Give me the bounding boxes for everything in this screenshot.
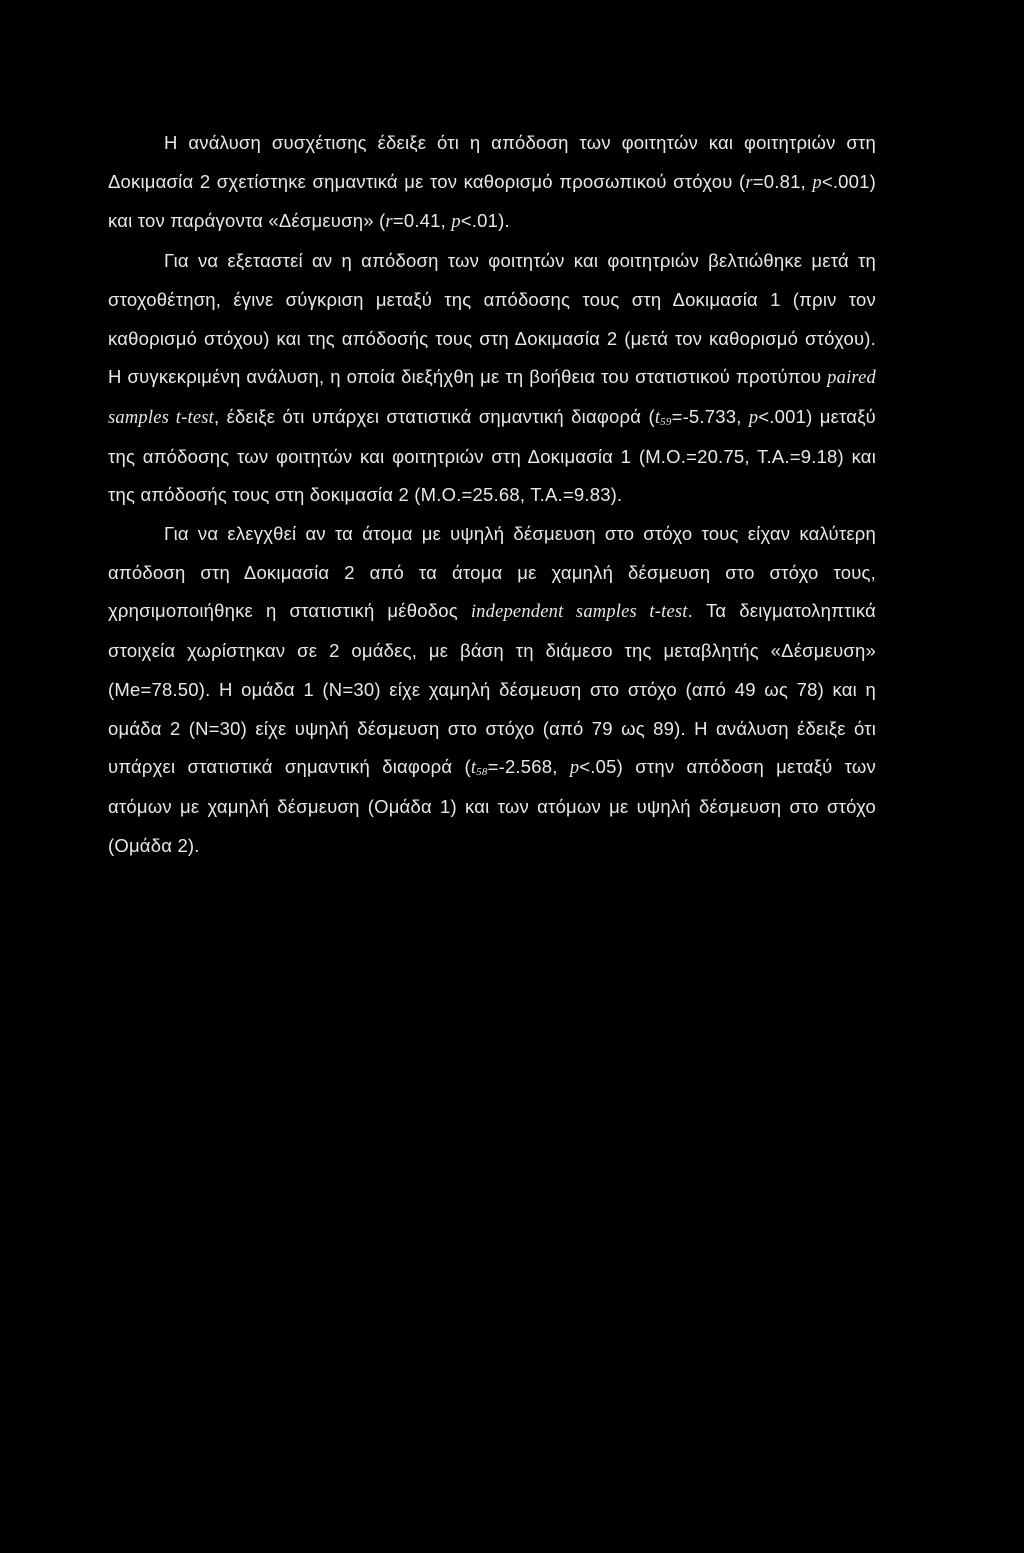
stat-p: p xyxy=(812,172,822,193)
method-name: paired samples t-test xyxy=(108,368,876,428)
stat-t: t xyxy=(470,758,477,779)
stat-r: r xyxy=(385,212,393,233)
stat-p: p xyxy=(451,212,461,233)
paragraph-independent-test xyxy=(108,515,876,865)
text: Για να ελεγχθεί αν τα άτομα με υψηλή δέσμευση στο στόχο τους είχαν καλύτερη απόδοση στη Δοκιμασία 2 από τα άτομα με χαμηλή δέσμευση στο στόχο τους, χρησιμοποιήθηκε η στατιστική μέθοδος xyxy=(108,523,876,622)
method-name: independent samples t-test xyxy=(470,602,688,623)
paragraph-correlation xyxy=(108,124,876,242)
text: =0.81, xyxy=(752,170,813,192)
text: <.001) και τον παράγοντα «Δέσμευση» ( xyxy=(108,170,876,232)
text: Για να εξεταστεί αν η απόδοση των φοιτητών και φοιτητριών βελτιώθηκε μετά τη στοχοθέτηση, έγινε σύγκριση μεταξύ της απόδοσης τους στη Δοκιμασία 1 (πριν τον καθορισμό στόχου) και της απόδοσής τους στη Δοκιμασία 2 (μετά τον καθορισμό στόχου). Η συγκεκριμένη ανάλυση, η οποία διεξήχθη με τη βοήθεια του στατιστικού προτύπου xyxy=(108,250,876,388)
text: <.001) μεταξύ της απόδοσης των φοιτητών και φοιτητριών στη Δοκιμασία 1 (Μ.Ο.=20.75, Τ.Α.=9.18) και της απόδοσής τους στη δοκιμασία 2 (Μ.Ο.=25.68, Τ.Α.=9.83). xyxy=(108,405,876,506)
stat-df: 59 xyxy=(660,415,672,428)
stat-r: r xyxy=(745,172,753,193)
text: . Τα δειγματοληπτικά στοιχεία χωρίστηκαν σε 2 ομάδες, με βάση τη διάμεσο της μεταβλητής «Δέσμευση» (Me=78.50). Η ομάδα 1 (N=30) είχε χαμηλή δέσμευση στο στόχο (από 49 ως 78) και η ομάδα 2 (N=30) είχε υψηλή δέσμευση στο στόχο (από 79 ως 89). Η ανάλυση έδειξε ότι υπάρχει στατιστικά σημαντική διαφορά ( xyxy=(108,600,876,778)
text: Η ανάλυση συσχέτισης έδειξε ότι η απόδοση των φοιτητών και φοιτητριών στη Δοκιμασία 2 σχετίστηκε σημαντικά με τον καθορισμό προσωπικού στόχου ( xyxy=(108,132,876,192)
text: =-5.733, xyxy=(671,405,749,427)
document-page xyxy=(108,124,876,865)
stat-df: 58 xyxy=(476,766,488,779)
stat-p: p xyxy=(748,407,759,428)
stat-t: t xyxy=(654,407,661,428)
text: =-2.568, xyxy=(487,756,570,778)
text: =0.41, xyxy=(392,210,452,232)
text: , έδειξε ότι υπάρχει στατιστικά σημαντική διαφορά ( xyxy=(213,405,655,427)
paragraph-paired-test xyxy=(108,242,876,515)
text: <.05) στην απόδοση μεταξύ των ατόμων με χαμηλή δέσμευση (Ομάδα 1) και των ατόμων με υψηλή δέσμευση στο στόχο (Ομάδα 2). xyxy=(108,756,877,856)
stat-p: p xyxy=(569,758,580,779)
text: <.01). xyxy=(460,210,510,232)
